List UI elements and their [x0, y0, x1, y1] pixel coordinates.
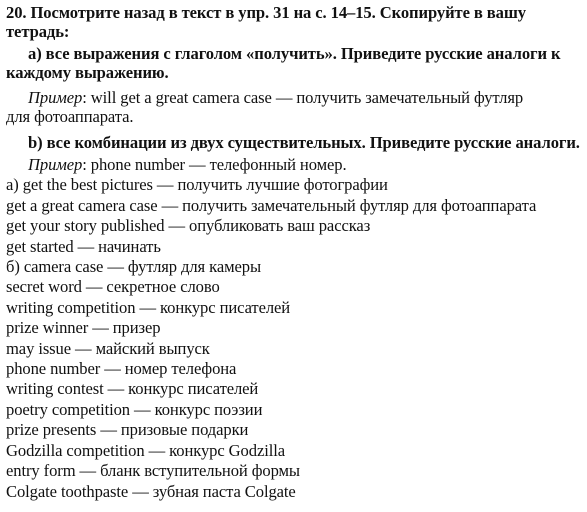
answer-example-text: : phone number — телефонный номер.	[82, 155, 347, 174]
answer-example-label: Пример	[28, 155, 83, 174]
list-item: prize presents — призовые подарки	[6, 420, 249, 440]
task-heading-line-2: тетрадь:	[6, 22, 70, 41]
part-a-instruction-line-2: каждому выражению.	[6, 63, 169, 82]
task-heading-line-1: 20. Посмотрите назад в текст в упр. 31 на с. 14–15. Скопируйте в вашу	[6, 3, 526, 22]
list-item: get started — начинать	[6, 236, 161, 256]
answer-example	[6, 155, 536, 175]
list-item: get your story published — опубликовать ваш рассказ	[6, 216, 371, 236]
example-label: Пример	[28, 88, 83, 107]
answer-list	[6, 155, 536, 502]
list-item: get a great camera case — получить замечательный футляр для фотоаппарата	[6, 195, 537, 215]
list-item: entry form — бланк вступительной формы	[6, 461, 300, 481]
list-item: writing contest — конкурс писателей	[6, 379, 259, 399]
list-item: poetry competition — конкурс поэзии	[6, 399, 263, 419]
part-a-instruction-line-1: а) все выражения с глаголом «получить». Приведите русские аналоги к	[28, 44, 561, 63]
part-b-instruction: b) все комбинации из двух существительных. Приведите русские аналоги.	[28, 133, 580, 152]
part-a-example-line-2: для фотоаппарата.	[6, 107, 134, 126]
list-item: writing competition — конкурс писателей	[6, 297, 291, 317]
list-item: may issue — майский выпуск	[6, 338, 210, 358]
part-a-example	[28, 88, 523, 108]
list-item: Colgate toothpaste — зубная паста Colgate	[6, 481, 296, 501]
list-item: б) camera case — футляр для камеры	[6, 257, 262, 277]
list-item: а) get the best pictures — получить лучшие фотографии	[6, 175, 388, 195]
list-item: secret word — секретное слово	[6, 277, 220, 297]
example-text: : will get a great camera case — получить замечательный футляр	[82, 88, 524, 107]
list-item: phone number — номер телефона	[6, 359, 237, 379]
list-item: Godzilla competition — конкурс Godzilla	[6, 440, 286, 460]
list-item: prize winner — призер	[6, 318, 161, 338]
